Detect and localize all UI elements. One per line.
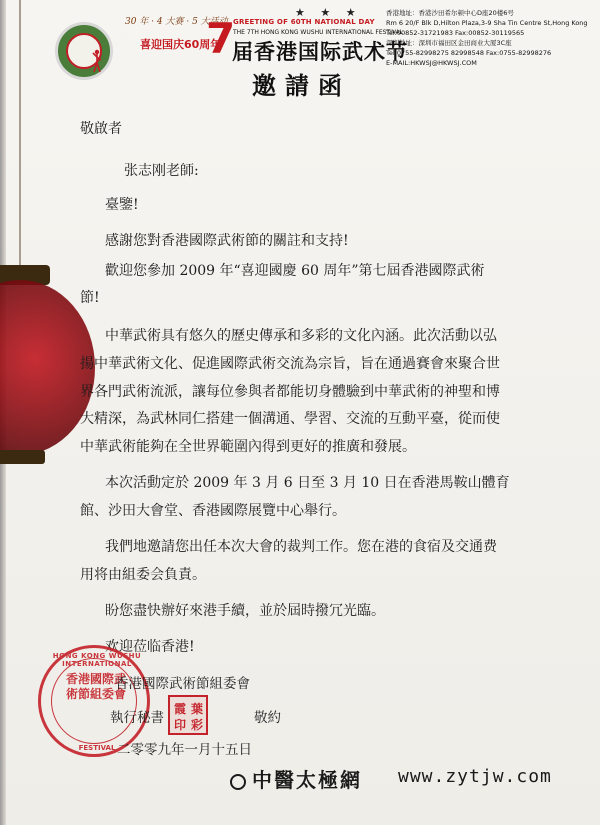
paragraph-heritage-line: 中華武術具有悠久的歷史傳承和多彩的文化內涵。此次活動以弘 <box>105 328 497 344</box>
paragraph-referee-line: 我們地邀請您出任本次大會的裁判工作。您在港的食宿及交通费 <box>105 539 497 555</box>
paragraph-referee-line: 用将由組委会負責。 <box>80 567 206 583</box>
watermark-site-name <box>230 764 362 793</box>
paragraph-heritage-line: 界各門武術流派，讓每位參與者都能切身體驗到中華武術的神聖和博 <box>80 384 500 400</box>
contact-line: 深圳地址：深圳市福田区金田商业大厦3C座 <box>386 39 512 47</box>
seal-char: 霞 <box>174 702 187 716</box>
invitation-title: 邀請函 <box>252 71 351 100</box>
contact-line: Rm 6 20/F Blk D,Hilton Plaza,3-9 Sha Tin Centre St,Hong Kong <box>386 19 588 27</box>
paragraph-travel: 盼您盡快辦好來港手續，並於屆時撥冗光臨。 <box>105 603 385 619</box>
martial-artist-icon <box>92 49 102 73</box>
seal-char: 印 <box>174 718 187 732</box>
paragraph-welcome-line: 歡迎您參加 2009 年“喜迎國慶 60 周年”第七屆香港國際武術 <box>105 263 485 279</box>
contact-line: Tel:00852-31721983 Fax:00852-30119565 <box>386 29 525 37</box>
greeting: 臺鑒! <box>105 197 139 213</box>
contact-line: E-MAIL:HKWSJ@HKWSJ.COM <box>386 59 477 67</box>
edition-number: 7 <box>206 14 236 63</box>
paragraph-venue-line: 館、沙田大會堂、香港國際展覽中心舉行。 <box>80 503 346 519</box>
paragraph-venue-line: 本次活動定於 2009 年 3 月 6 日至 3 月 10 日在香港馬鞍山體育 <box>105 475 510 491</box>
organizer-name: 香港國際武術節組委會 <box>115 676 250 692</box>
paragraph-welcome-line: 節! <box>80 290 100 306</box>
recipient-name: 张志刚老師: <box>124 163 199 179</box>
contact-line: Tel:0755-82998275 82998548 Fax:0755-82998276 <box>386 49 552 57</box>
seal-char: 葉 <box>191 702 204 716</box>
personal-square-seal <box>168 695 208 735</box>
seal-char: 彩 <box>191 718 204 732</box>
anniversary-small-text: 30 年 · 4 大赛 · 5 大活动 <box>125 17 228 27</box>
seal-rim-text: HONG KONG WUSHU INTERNATIONAL <box>52 652 142 668</box>
paragraph-welcome-hk: 欢迎莅临香港! <box>105 639 195 655</box>
english-line-2: THE 7TH HONG KONG WUSHU INTERNATIONAL FESTIVAL <box>233 29 404 36</box>
anniversary-main-text: 喜迎国庆60周年 <box>140 38 222 51</box>
watermark-url: www.zytjw.com <box>398 766 552 787</box>
contact-line: 香港地址：香港沙田希尔顿中心D座20楼6号 <box>386 9 514 17</box>
letter-date: 二零零九年一月十五日 <box>117 742 252 758</box>
letterhead <box>0 0 600 100</box>
seal-center-text: 香港國際武術節組委會 <box>65 672 126 701</box>
watermark-site-text: 中醫太極網 <box>252 768 362 792</box>
secretary-title: 執行秘書 <box>110 710 164 726</box>
lantern-bottom <box>0 450 45 464</box>
paragraph-heritage-line: 中華武術能夠在全世界範圍內得到更好的推廣和發展。 <box>80 439 416 455</box>
paragraph-heritage-line: 大精深，為武林同仁搭建一個溝通、學習、交流的互動平臺，從而使 <box>80 411 500 427</box>
festival-title: 届香港国际武术节 <box>232 39 408 64</box>
paragraph-heritage-line: 揚中華武術文化、促進國際武術交流為宗旨，旨在通過賽會來聚合世 <box>80 356 500 372</box>
stars-decoration: ★ ★ ★ <box>295 6 362 19</box>
english-line-1: GREETING OF 60TH NATIONAL DAY <box>233 18 375 26</box>
seal-rim-text: FESTIVAL <box>78 744 116 752</box>
wushu-logo <box>55 22 113 80</box>
watermark-logo-icon <box>230 774 246 790</box>
contact-block <box>386 8 596 68</box>
salutation: 敬啟者 <box>80 121 122 137</box>
respect-closing: 敬約 <box>254 710 281 726</box>
paragraph-thanks: 感謝您對香港國際武術節的關註和支持! <box>105 233 349 249</box>
logo-emblem <box>66 33 102 69</box>
